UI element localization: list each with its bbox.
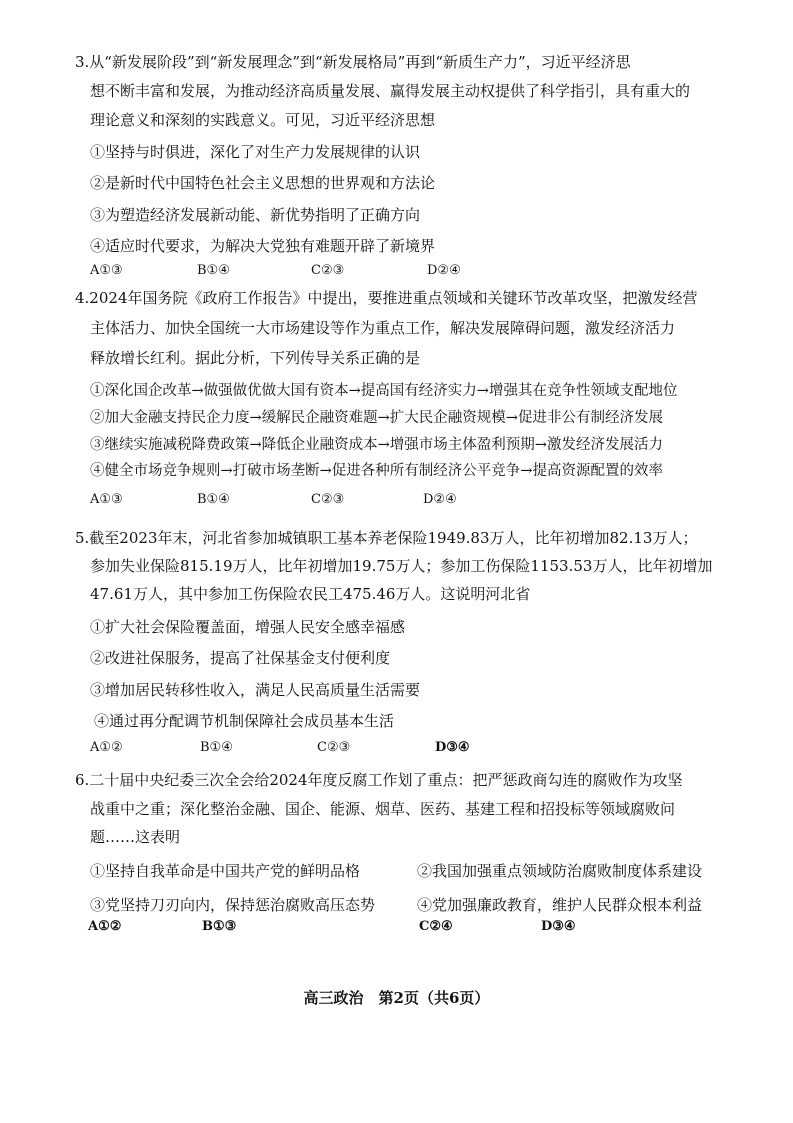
option-4: ④通过再分配调节机制保障社会成员基本生活 <box>94 712 395 730</box>
option-3: ③党坚持刀刃向内，保持惩治腐败高压态势 <box>90 896 376 914</box>
question-stem-line: 4.2024年国务院《政府工作报告》中提出，要推进重点领域和关键环节改革攻坚，把激发经营 <box>75 289 698 307</box>
question-stem-line: 6.二十届中央纪委三次全会给2024年度反腐工作划了重点：把严惩政商勾连的腐败作为攻坚 <box>75 771 683 789</box>
answer-choice-d: D③④ <box>541 919 576 934</box>
answer-choice-b: B①③ <box>202 919 237 934</box>
option-3: ③增加居民转移性收入，满足人民高质量生活需要 <box>90 681 421 699</box>
option-1: ①深化国企改革→做强做优做大国有资本→提高国有经济实力→增强其在竞争性领域支配地位 <box>90 383 678 399</box>
answer-choice-c: C②④ <box>419 919 453 934</box>
option-1: ①坚持自我革命是中国共产党的鲜明品格 <box>90 862 361 880</box>
answer-choice-a: A①② <box>90 740 123 755</box>
option-2: ②加大金融支持民企力度→缓解民企融资难题→扩大民企融资规模→促进非公有制经济发展 <box>90 410 663 426</box>
question-stem-line: 3.从“新发展阶段”到“新发展理念”到“新发展格局”再到“新质生产力”，习近平经济思 <box>75 53 631 71</box>
option-4: ④适应时代要求，为解决大党独有难题开辟了新境界 <box>90 237 436 255</box>
question-stem-line: 题……这表明 <box>90 828 181 846</box>
answer-choice-c: C②③ <box>317 740 351 755</box>
option-2: ②我国加强重点领域防治腐败制度体系建设 <box>417 862 703 880</box>
question-stem-line: 5.截至2023年末，河北省参加城镇职工基本养老保险1949.83万人，比年初增加82.13万人； <box>75 529 698 547</box>
answer-choice-a: A①③ <box>90 263 123 278</box>
option-1: ①扩大社会保险覆盖面，增强人民安全感幸福感 <box>90 618 406 636</box>
option-3: ③继续实施减税降费政策→降低企业融资成本→增强市场主体盈利预期→激发经济发展活力 <box>90 437 663 453</box>
answer-choice-c: C②③ <box>311 492 345 507</box>
option-1: ①坚持与时俱进，深化了对生产力发展规律的认识 <box>90 143 421 161</box>
question-stem-line: 战重中之重；深化整治金融、国企、能源、烟草、医药、基建工程和招投标等领域腐败问 <box>90 800 676 818</box>
option-4: ④党加强廉政教育，维护人民群众根本利益 <box>417 896 703 914</box>
answer-choice-a: A①③ <box>90 492 123 507</box>
option-2: ②改进社保服务，提高了社保基金支付便利度 <box>90 649 391 667</box>
answer-choice-b: B①④ <box>200 740 233 755</box>
option-3: ③为塑造经济发展新动能、新优势指明了正确方向 <box>90 206 421 224</box>
question-stem-line: 理论意义和深刻的实践意义。可见，习近平经济思想 <box>90 111 436 129</box>
question-stem-line: 主体活力、加快全国统一大市场建设等作为重点工作，解决发展障碍问题，激发经济活力 <box>90 319 676 337</box>
answer-choice-a: A①② <box>88 919 122 934</box>
answer-choice-c: C②③ <box>311 263 345 278</box>
question-stem-line: 想不断丰富和发展，为推动经济高质量发展、赢得发展主动权提供了科学指引，具有重大的 <box>90 82 691 100</box>
answer-choice-b: B①④ <box>197 263 230 278</box>
question-stem-line: 参加失业保险815.19万人，比年初增加19.75万人；参加工伤保险1153.53万人，比年初增加 <box>90 557 713 575</box>
answer-choice-d: D③④ <box>435 740 470 755</box>
question-stem-line: 释放增长红利。据此分析，下列传导关系正确的是 <box>90 349 421 367</box>
answer-choice-b: B①④ <box>197 492 230 507</box>
option-4: ④健全市场竞争规则→打破市场垄断→促进各种所有制经济公平竞争→提高资源配置的效率 <box>90 463 663 479</box>
page-footer: 高三政治 第2页（共6页） <box>303 989 490 1007</box>
question-stem-line: 47.61万人，其中参加工伤保险农民工475.46万人。这说明河北省 <box>90 585 531 603</box>
answer-choice-d: D②④ <box>427 263 461 278</box>
answer-choice-d: D②④ <box>423 492 457 507</box>
option-2: ②是新时代中国特色社会主义思想的世界观和方法论 <box>90 174 436 192</box>
